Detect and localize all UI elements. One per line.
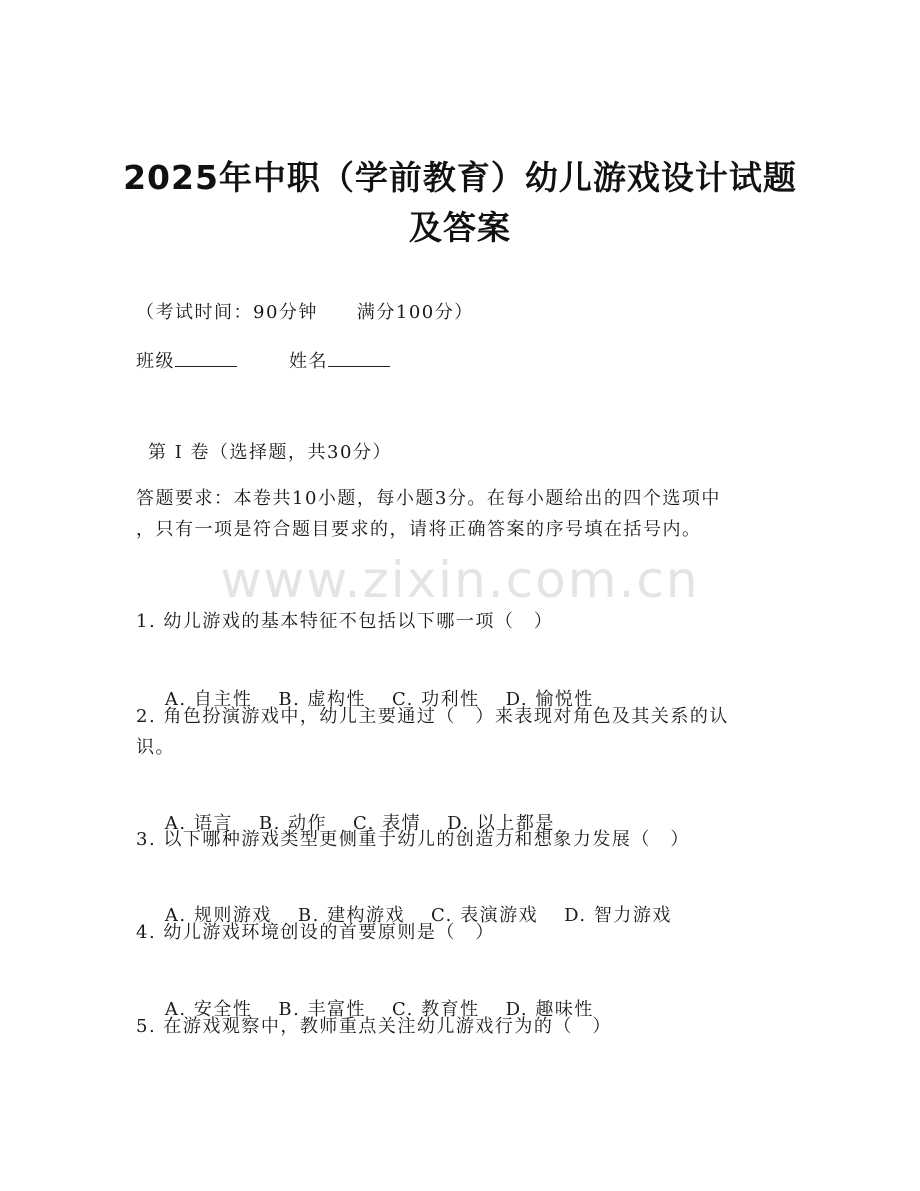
instructions-line-1: 答题要求：本卷共10小题，每小题3分。在每小题给出的四个选项中 [136, 488, 721, 509]
option-a: A. 安全性 [164, 999, 253, 1020]
option-c: C. 功利性 [392, 689, 480, 710]
page-title-line-1: 2025年中职（学前教育）幼儿游戏设计试题 [123, 158, 797, 197]
section-header: 第 I 卷（选择题，共30分） [148, 442, 392, 463]
exam-info: （考试时间：90分钟 满分100分） [136, 302, 474, 323]
class-label: 班级 [136, 351, 175, 372]
question-stem-continued: 识。 [136, 737, 175, 758]
option-a: A. 自主性 [164, 689, 253, 710]
option-b: B. 丰富性 [278, 999, 367, 1020]
page-title-line-2: 及答案 [409, 208, 511, 247]
option-d: D. 智力游戏 [564, 905, 672, 926]
question-stem: 5. 在游戏观察中，教师重点关注幼儿游戏行为的（ ） [136, 1016, 612, 1037]
question-options [136, 779, 581, 869]
option-a: A. 规则游戏 [164, 905, 272, 926]
class-blank [175, 348, 237, 367]
option-a: A. 语言 [164, 813, 233, 834]
question-stem: 3. 以下哪种游戏类型更侧重于幼儿的创造力和想象力发展（ ） [136, 829, 690, 850]
instructions-line-2: ，只有一项是符合题目要求的，请将正确答案的序号填在括号内。 [136, 519, 702, 540]
name-blank [328, 348, 390, 367]
question-stem: 4. 幼儿游戏环境创设的首要原则是（ ） [136, 922, 495, 943]
option-d: D. 趣味性 [505, 999, 594, 1020]
question-stem: 2. 角色扮演游戏中，幼儿主要通过（ ）来表现对角色及其关系的认 [136, 706, 729, 727]
name-label: 姓名 [289, 351, 328, 372]
option-d: D. 以上都是 [447, 813, 555, 834]
option-b: B. 建构游戏 [297, 905, 406, 926]
option-b: B. 虚构性 [278, 689, 367, 710]
option-d: D. 愉悦性 [505, 689, 594, 710]
student-info-row [136, 347, 390, 377]
option-c: C. 教育性 [392, 999, 480, 1020]
option-c: C. 表演游戏 [431, 905, 539, 926]
question-stem: 1. 幼儿游戏的基本特征不包括以下哪一项（ ） [136, 611, 554, 632]
option-c: C. 表情 [353, 813, 422, 834]
watermark: www.zixin.com.cn [220, 551, 700, 609]
option-b: B. 动作 [258, 813, 328, 834]
